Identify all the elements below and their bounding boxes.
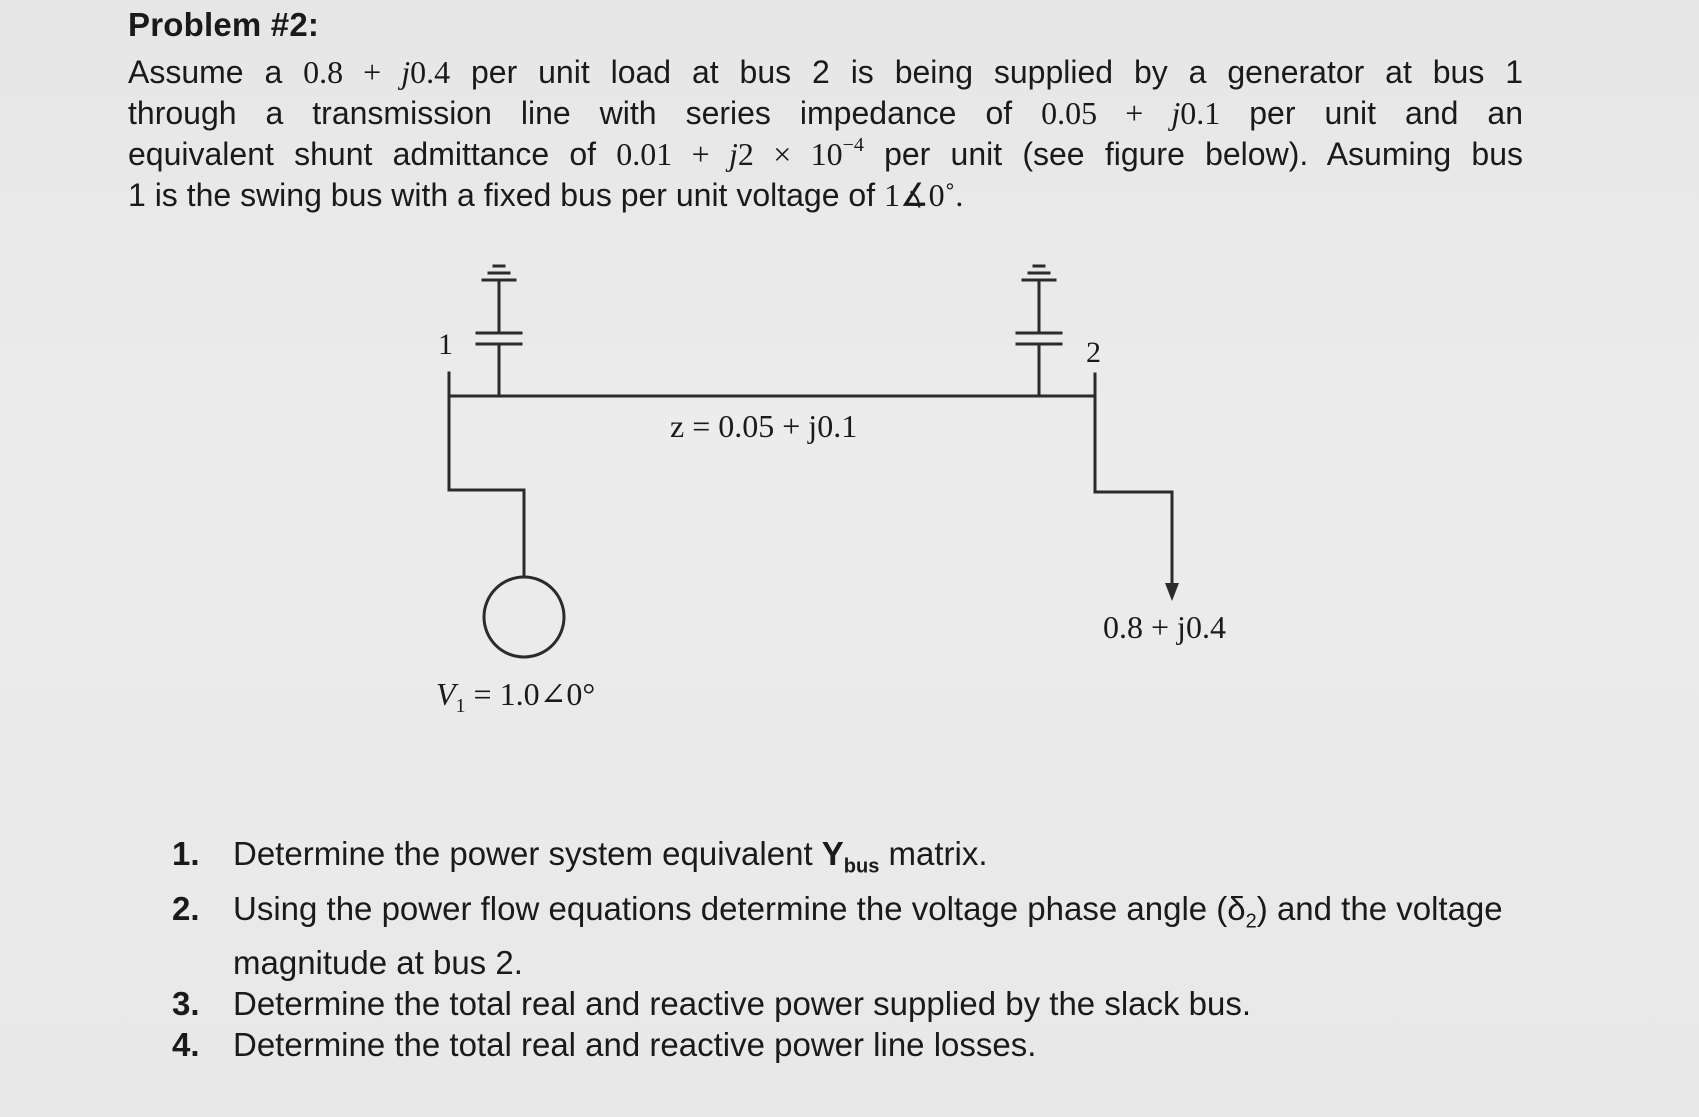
load-arrow-icon: [1165, 583, 1179, 601]
question-item: 4. Determine the total real and reactive power line losses.: [172, 1026, 1037, 1064]
problem-title: Problem #2:: [128, 6, 320, 43]
question-item: 2. Using the power flow equations determine the voltage phase angle $(\delta_2)$ and the voltage magnitude at bus 2.: [172, 889, 1503, 982]
generator-icon: [484, 577, 564, 657]
bus2-shunt-capacitor-icon: [1017, 266, 1061, 394]
statement-line-3: equivalent shunt admittance of $0.01 + j2 \times 10^{-4}$ per unit (see figure below). Asuming bus: [128, 134, 1523, 172]
question-item: 1. Determine the power system equivalent $Y_{bus}$ matrix.: [172, 835, 988, 878]
generator-voltage-label: $V_1$ = 1.0∠0°: [436, 676, 596, 717]
question-number: 4.: [172, 1026, 200, 1064]
question-number: 1.: [172, 835, 200, 872]
statement-line-1: Assume a 0.8 + j0.4 per unit load at bus 2 is being supplied by a generator at bus 1: [128, 54, 1524, 90]
question-list: [172, 833, 1572, 1065]
bus1-shunt-capacitor-icon: [477, 266, 521, 394]
bus2-label: 2: [1086, 336, 1101, 369]
question-number: 3.: [172, 985, 200, 1023]
question-item: 3. Determine the total real and reactive power supplied by the slack bus.: [172, 985, 1252, 1023]
statement-line-2: through a transmission line with series impedance of 0.05 + j0.1 per unit and an: [128, 95, 1524, 131]
line-impedance-label: z = 0.05 + j0.1: [670, 408, 858, 444]
statement-line-4: 1 is the swing bus with a fixed bus per unit voltage of 1∡0˚.: [128, 177, 964, 213]
generator-feeder: [449, 490, 524, 577]
question-number: 2.: [172, 889, 200, 927]
load-label: 0.8 + j0.4: [1103, 609, 1226, 645]
bus1-label: 1: [438, 328, 453, 361]
load-feeder: [1095, 492, 1172, 583]
